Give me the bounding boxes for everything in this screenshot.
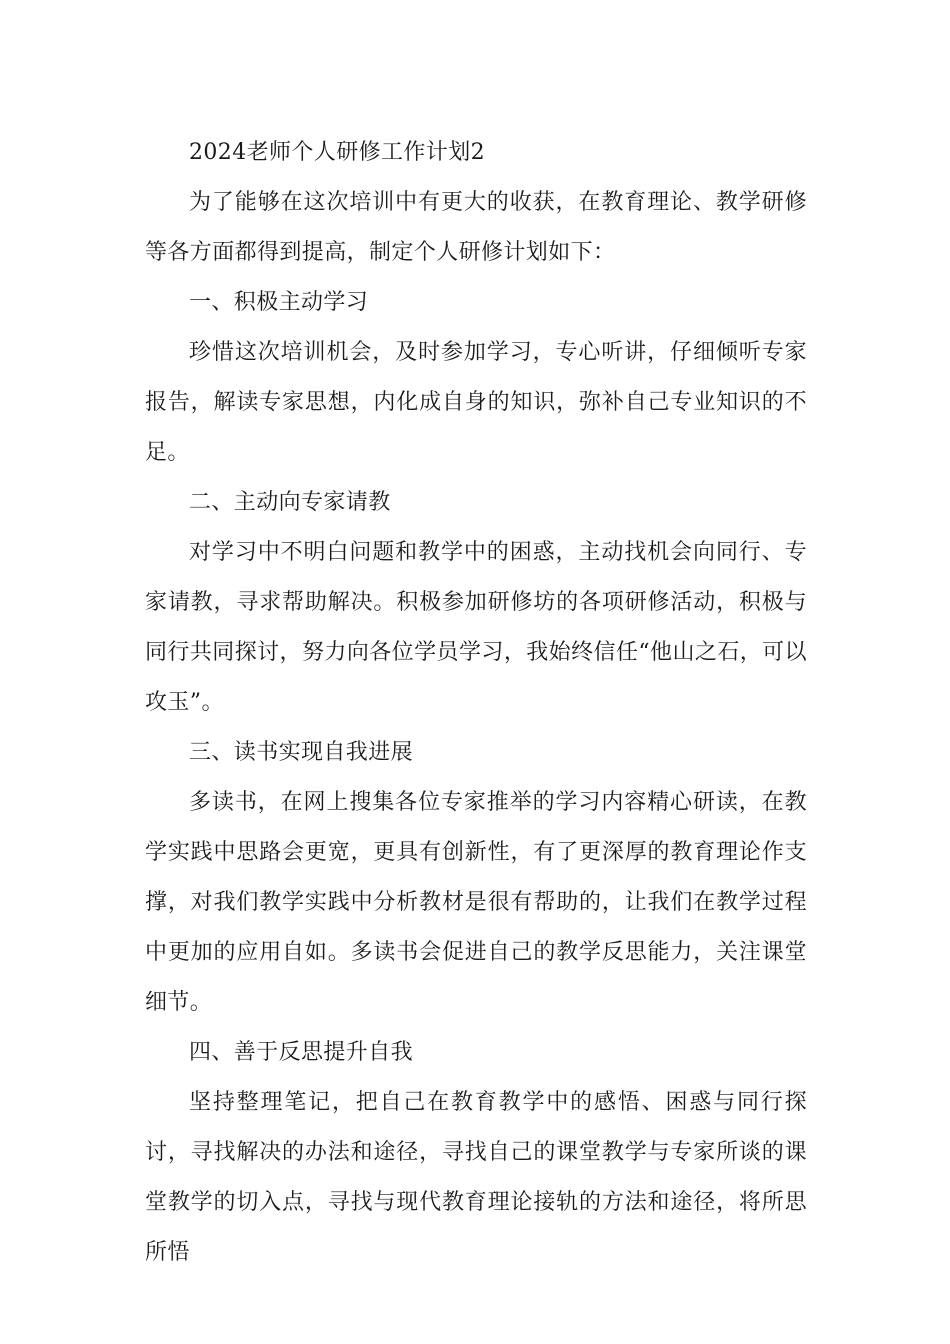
- section-body-4: 坚持整理笔记，把自己在教育教学中的感悟、困惑与同行探讨，寻找解决的办法和途径，寻找自己的课堂教学与专家所谈的课堂教学的切入点，寻找与现代教育理论接轨的方法和途径，将所思所悟: [145, 1090, 807, 1265]
- section-heading-2: 二、主动向专家请教: [189, 490, 391, 515]
- document-title: 2024老师个人研修工作计划2: [189, 140, 485, 165]
- section-body-1: 珍惜这次培训机会，及时参加学习，专心听讲，仔细倾听专家报告，解读专家思想，内化成自身的知识，弥补自己专业知识的不足。: [145, 340, 807, 465]
- section-body-2: 对学习中不明白问题和教学中的困惑，主动找机会向同行、专家请教，寻求帮助解决。积极参加研修坊的各项研修活动，积极与同行共同探讨，努力向各位学员学习，我始终信任“他山之石，可以攻玉”。: [145, 540, 807, 715]
- section-heading-4: 四、善于反思提升自我: [189, 1040, 414, 1065]
- section-body-3: 多读书，在网上搜集各位专家推举的学习内容精心研读，在教学实践中思路会更宽，更具有创新性，有了更深厚的教育理论作支撑，对我们教学实践中分析教材是很有帮助的，让我们在教学过程中更加的应用自如。多读书会促进自己的教学反思能力，关注课堂细节。: [145, 790, 807, 1015]
- intro-paragraph: 为了能够在这次培训中有更大的收获，在教育理论、教学研修等各方面都得到提高，制定个人研修计划如下：: [145, 190, 807, 265]
- document-body: [145, 128, 807, 1278]
- section-heading-1: 一、积极主动学习: [189, 290, 369, 315]
- section-heading-3: 三、读书实现自我进展: [189, 740, 414, 765]
